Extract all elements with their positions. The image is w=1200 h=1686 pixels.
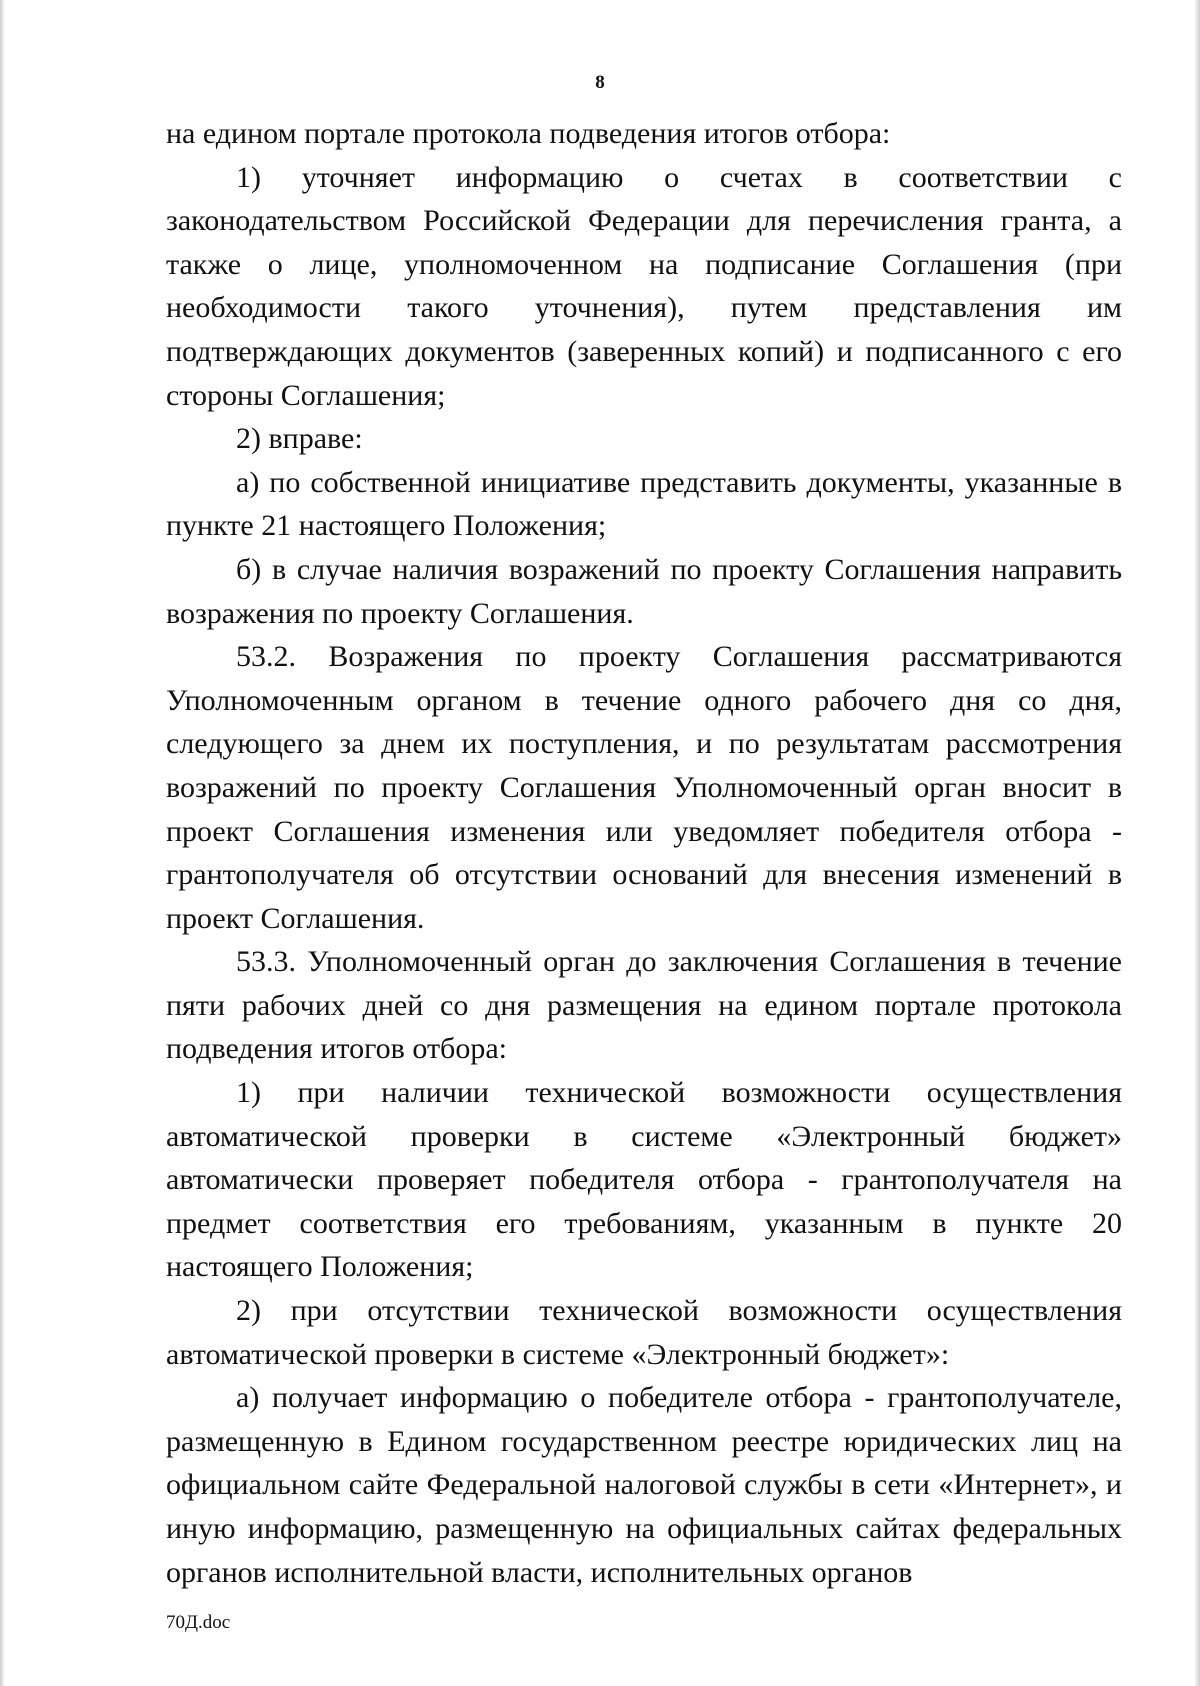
paragraph: б) в случае наличия возражений по проекту Соглашения направить возражения по проекту Соглашения. <box>166 552 1122 630</box>
page-number: 8 <box>595 72 605 93</box>
paragraph: 53.3. Уполномоченный орган до заключения Соглашения в течение пяти рабочих дней со дня размещения на едином портале протокола подведения итогов отбора: <box>166 945 1122 1066</box>
paragraph: 1) при наличии технической возможности осуществления автоматической проверки в системе «Электронный бюджет» автоматически проверяет победителя отбора - грантополучателя на предмет соответствия его требованиям, указанным в пункте 20 настоящего Положения; <box>166 1076 1122 1284</box>
scan-edge-right <box>1195 0 1200 1686</box>
document-body <box>166 112 1122 1594</box>
paragraph: 2) при отсутствии технической возможности осуществления автоматической проверки в системе «Электронный бюджет»: <box>166 1294 1122 1371</box>
paragraph: 1) уточняет информацию о счетах в соответствии с законодательством Российской Федерации для перечисления гранта, а также о лице, уполномоченном на подписание Соглашения (при необходимости такого уточнения), путем представления им подтверждающих документов (заверенных копий) и подписанного с его стороны Соглашения; <box>166 160 1122 412</box>
paragraph: 53.2. Возражения по проекту Соглашения рассматриваются Уполномоченным органом в течение одного рабочего дня со дня, следующего за днем их поступления, и по результатам рассмотрения возражений по проекту Соглашения Уполномоченный орган вносит в проект Соглашения изменения или уведомляет победителя отбора - грантополучателя об отсутствии оснований для внесения изменений в проект Соглашения. <box>166 640 1122 935</box>
paragraph: 2) вправе: <box>236 422 363 456</box>
paragraph: на едином портале протокола подведения итогов отбора: <box>166 117 891 150</box>
scan-edge-left <box>0 0 4 1686</box>
footer-filename: 70Д.doc <box>166 1612 231 1633</box>
paragraph: а) по собственной инициативе представить документы, указанные в пункте 21 настоящего Положения; <box>166 465 1122 543</box>
paragraph: а) получает информацию о победителе отбора - грантополучателе, размещенную в Едином государственном реестре юридических лиц на официальном сайте Федеральной налоговой службы в сети «Интернет», и иную информацию, размещенную на официальных сайтах федеральных органов исполнительной власти, исполнительных органов <box>166 1381 1122 1589</box>
